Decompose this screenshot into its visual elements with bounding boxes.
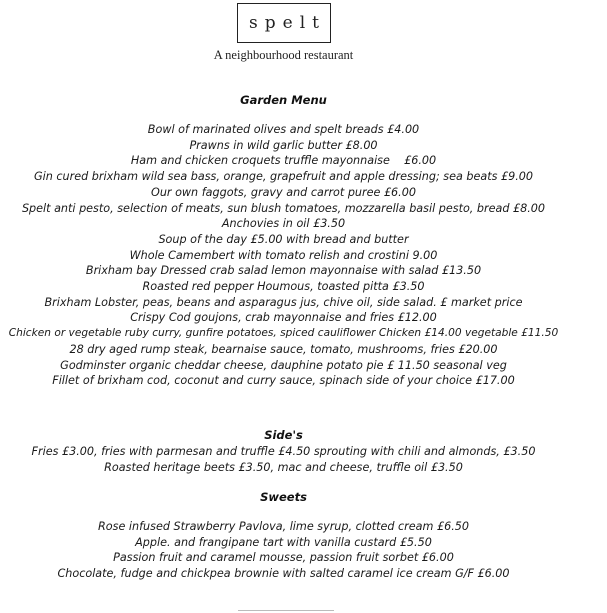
menu-item: Crispy Cod goujons, crab mayonnaise and fries £12.00 <box>130 311 437 325</box>
tagline: A neighbourhood restaurant <box>213 48 354 62</box>
menu-item: Gin cured brixham wild sea bass, orange, grapefruit and apple dressing; sea beats £9.00 <box>33 170 534 184</box>
menu-item: Chocolate, fudge and chickpea brownie with salted caramel ice cream G/F £6.00 <box>57 567 510 581</box>
garden-menu-list <box>0 122 607 389</box>
menu-item: Fries £3.00, fries with parmesan and truffle £4.50 sprouting with chili and almonds, £3.50 <box>31 445 536 458</box>
menu-item: Roasted red pepper Houmous, toasted pitta £3.50 <box>142 280 425 294</box>
menu-item: Brixham Lobster, peas, beans and asparagus jus, chive oil, side salad. £ market price <box>44 295 523 309</box>
sides-list <box>0 444 607 475</box>
logo-text: spelt <box>249 13 326 33</box>
menu-item: Prawns in wild garlic butter £8.00 <box>189 138 378 152</box>
sides-heading: Side's <box>264 428 303 442</box>
garden-menu-heading: Garden Menu <box>240 93 327 107</box>
menu-item: Fillet of brixham cod, coconut and curry sauce, spinach side of your choice £17.00 <box>52 374 515 388</box>
menu-item: Roasted heritage beets £3.50, mac and cheese, truffle oil £3.50 <box>104 460 463 474</box>
menu-item: Ham and chicken croquets truffle mayonnaise £6.00 <box>130 154 437 168</box>
menu-item: Godminster organic cheddar cheese, dauphine potato pie £ 11.50 seasonal veg <box>60 358 507 372</box>
menu-item: Whole Camembert with tomato relish and crostini 9.00 <box>129 248 438 262</box>
sweets-list <box>0 519 607 582</box>
logo <box>237 3 331 43</box>
divider <box>238 610 334 611</box>
menu-item: Passion fruit and caramel mousse, passion fruit sorbet £6.00 <box>113 551 454 565</box>
menu-item: Rose infused Strawberry Pavlova, lime syrup, clotted cream £6.50 <box>98 520 469 533</box>
menu-item: Anchovies in oil £3.50 <box>221 217 346 231</box>
menu-item: Soup of the day £5.00 with bread and butter <box>158 232 409 246</box>
menu-item: Chicken or vegetable ruby curry, gunfire potatoes, spiced cauliflower Chicken £14.00 vegetable £11.50 <box>8 327 559 340</box>
menu-item: Apple. and frangipane tart with vanilla custard £5.50 <box>135 535 432 549</box>
menu-item: Bowl of marinated olives and spelt breads £4.00 <box>147 123 420 136</box>
menu-item: 28 dry aged rump steak, bearnaise sauce, tomato, mushrooms, fries £20.00 <box>69 342 498 356</box>
sweets-heading: Sweets <box>260 490 307 504</box>
menu-item: Spelt anti pesto, selection of meats, sun blush tomatoes, mozzarella basil pesto, bread £8.00 <box>21 201 546 215</box>
menu-item: Brixham bay Dressed crab salad lemon mayonnaise with salad £13.50 <box>85 264 482 278</box>
menu-item: Our own faggots, gravy and carrot puree £6.00 <box>151 185 416 199</box>
